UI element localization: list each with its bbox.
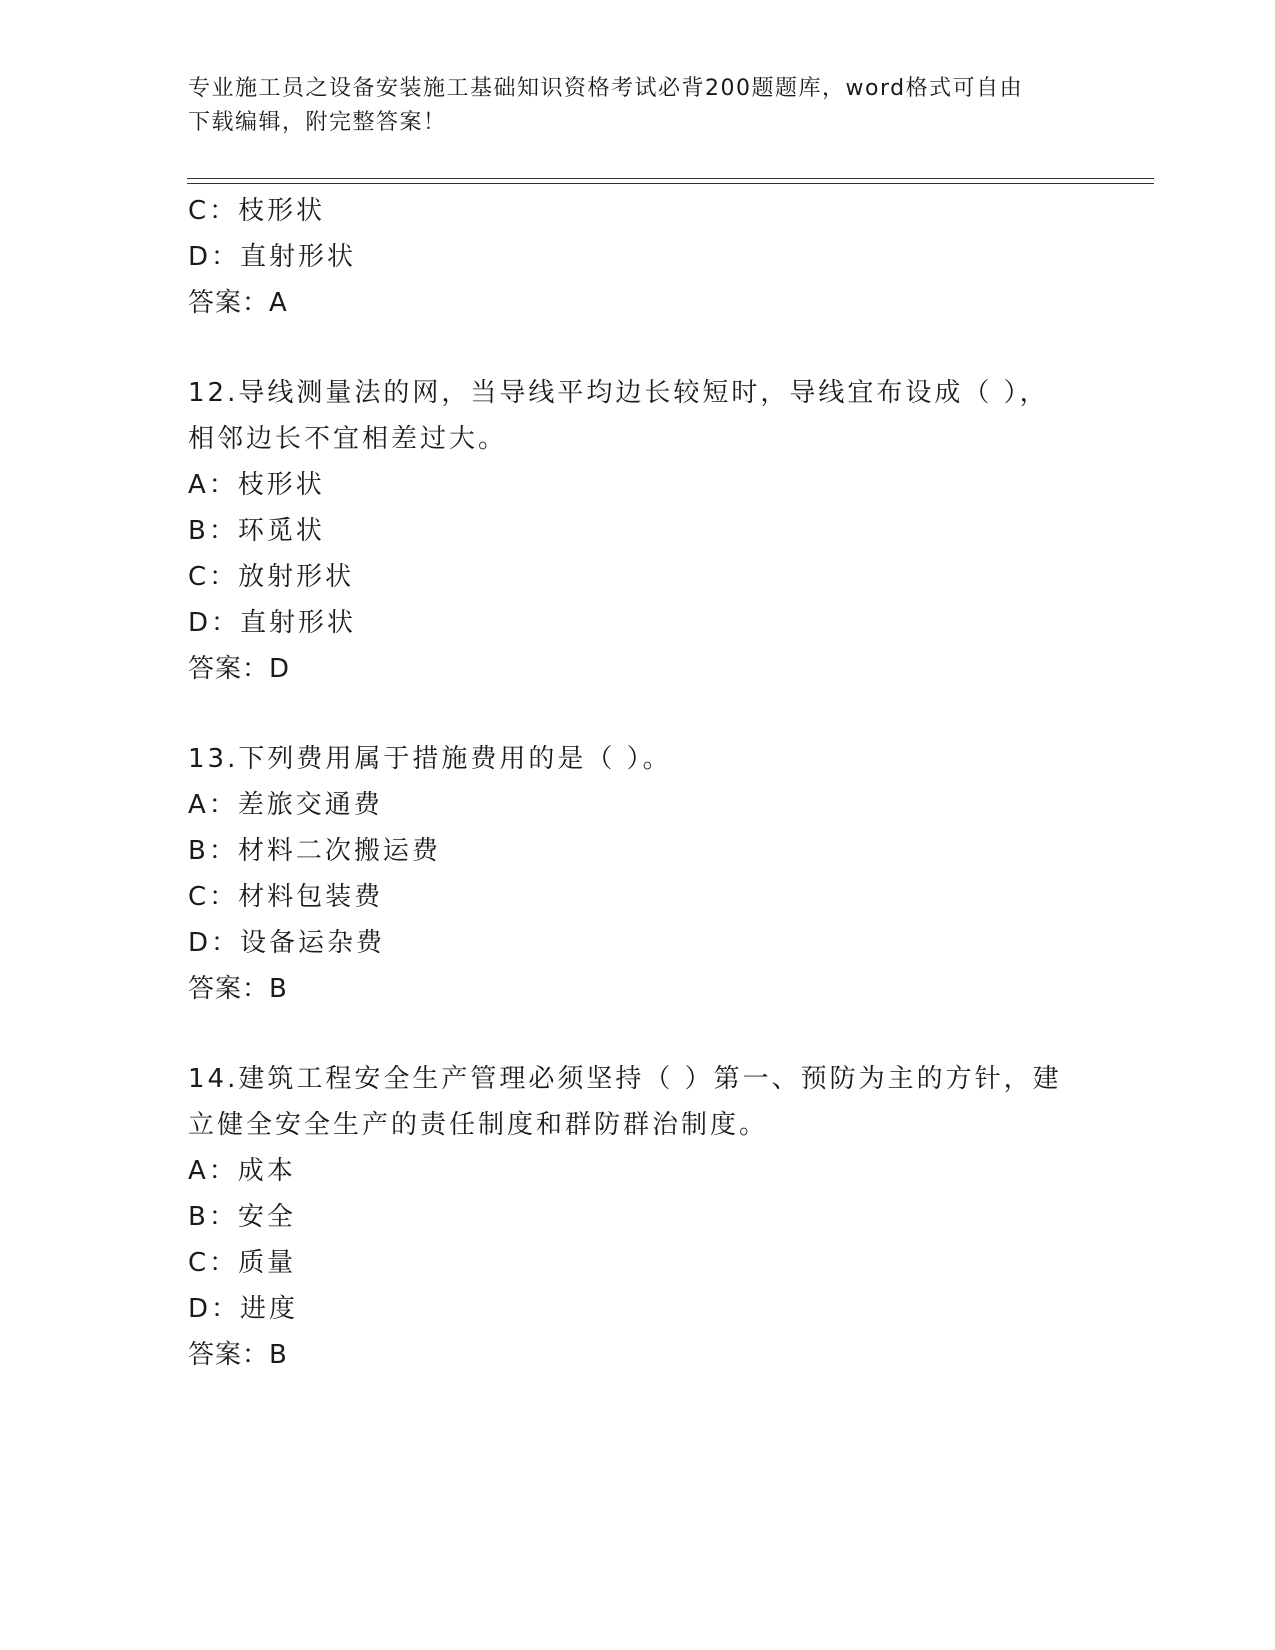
answer: 答案：B [188,1340,288,1370]
question-text: 14.建筑工程安全生产管理必须坚持（ ）第一、预防为主的方针，建 [188,1064,1062,1094]
option-a: A：差旅交通费 [188,790,383,820]
question-13 [188,736,1088,1012]
option-a: A：成本 [188,1156,296,1186]
spacer [188,692,1088,736]
answer: 答案：A [188,288,288,318]
option-a: A：枝形状 [188,470,325,500]
question-text: 13.下列费用属于措施费用的是（ ）。 [188,744,672,774]
question-content [188,188,1088,1378]
option-c: C：枝形状 [188,196,326,226]
option-d: D：直射形状 [188,242,357,272]
option-c: C：质量 [188,1248,297,1278]
question-text: 相邻边长不宜相差过大。 [188,424,508,454]
answer: 答案：D [188,654,291,684]
option-b: B：安全 [188,1202,296,1232]
option-b: B：材料二次搬运费 [188,836,441,866]
option-d: D：进度 [188,1294,299,1324]
header-rule-bottom [187,183,1154,184]
spacer [188,1012,1088,1056]
document-header [188,72,1088,140]
header-line-1: 专业施工员之设备安装施工基础知识资格考试必背200题题库，word格式可自由 [188,76,1024,101]
header-line-2: 下载编辑，附完整答案！ [188,110,447,135]
option-c: C：材料包装费 [188,882,384,912]
option-d: D：直射形状 [188,608,357,638]
prev-question-tail [188,188,1088,326]
answer: 答案：B [188,974,288,1004]
option-d: D：设备运杂费 [188,928,386,958]
header-rule-top [187,178,1154,179]
question-text: 12.导线测量法的网，当导线平均边长较短时，导线宜布设成（ ）， [188,378,1049,408]
question-12 [188,370,1088,692]
question-14 [188,1056,1088,1378]
option-c: C：放射形状 [188,562,355,592]
question-text: 立健全安全生产的责任制度和群防群治制度。 [188,1110,769,1140]
spacer [188,326,1088,370]
option-b: B：环觅状 [188,516,325,546]
